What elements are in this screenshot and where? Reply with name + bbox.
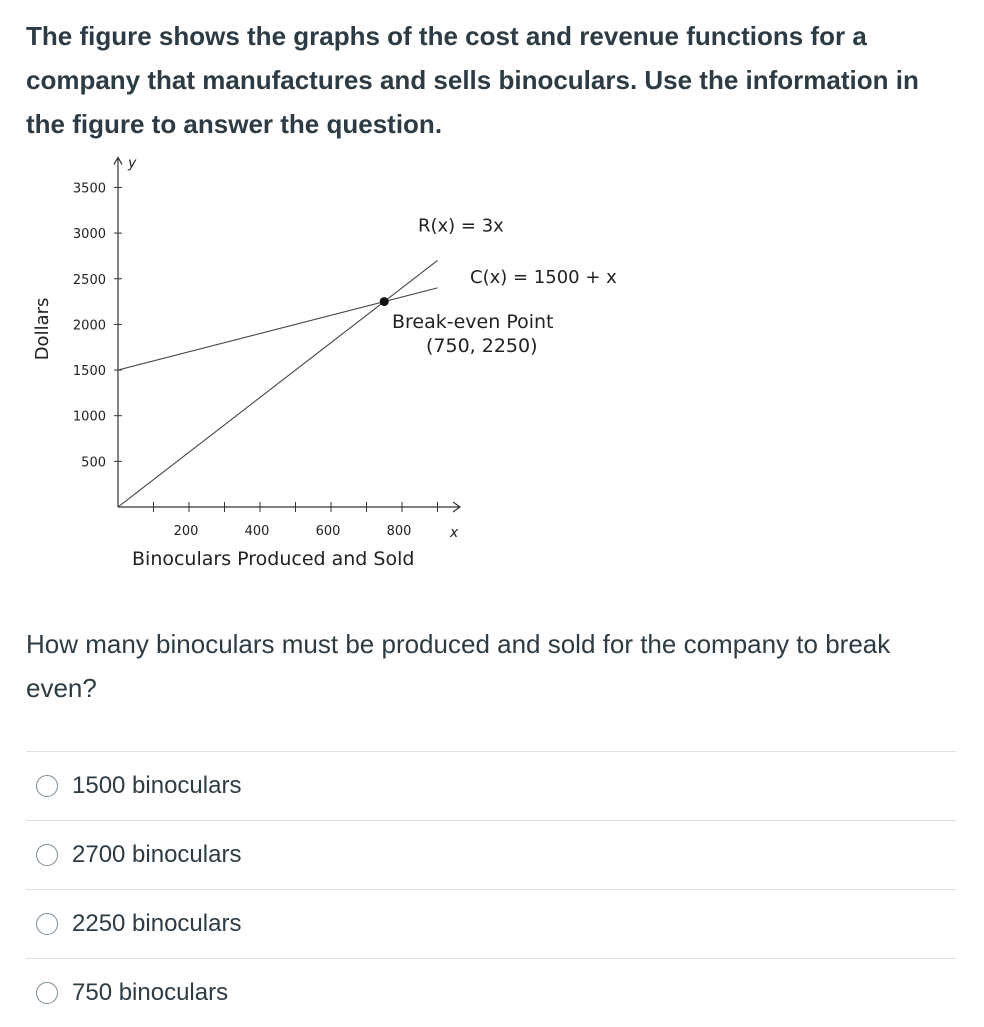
revenue-function-label: R(x) = 3x: [418, 215, 504, 237]
y-tick-label: 500: [81, 455, 106, 471]
y-tick-label: 3500: [72, 181, 106, 197]
answer-option-4[interactable]: [26, 958, 956, 1027]
answer-label: 750 binoculars: [72, 979, 229, 1006]
radio-button-icon[interactable]: [36, 982, 58, 1004]
x-tick-label: 400: [244, 524, 270, 539]
answer-label: 1500 binoculars: [72, 772, 242, 799]
question-text: The figure shows the graphs of the cost and revenue functions for a company that manufactures and sells binoculars. Use the information in the figure to answer the question.: [26, 21, 919, 139]
y-tick-label: 3000: [72, 227, 106, 243]
radio-button-icon[interactable]: [36, 844, 58, 866]
y-tick-label: 1000: [72, 409, 106, 425]
x-axis-label: Binoculars Produced and Sold: [132, 548, 415, 570]
answer-list: [26, 751, 956, 1027]
cost-line: [118, 288, 438, 370]
answer-label: 2700 binoculars: [72, 841, 242, 868]
y-tick-label: 2000: [72, 318, 106, 334]
y-tick-label: 1500: [72, 364, 106, 380]
break-even-label: Break-even Point: [392, 311, 554, 334]
y-tick-label: 2500: [72, 272, 106, 288]
revenue-line: [118, 260, 438, 507]
answer-option-1[interactable]: [26, 751, 956, 820]
answer-label: 2250 binoculars: [72, 910, 242, 937]
y-ticks: [73, 181, 122, 470]
break-even-point: [380, 297, 389, 306]
answer-option-2[interactable]: [26, 820, 956, 889]
answer-option-3[interactable]: [26, 889, 956, 958]
radio-button-icon[interactable]: [36, 775, 58, 797]
chart-series: [118, 260, 438, 507]
chart-axes: [114, 157, 460, 512]
x-tick-label: 800: [386, 524, 412, 539]
x-axis-letter: x: [450, 525, 459, 541]
chart-labels: [32, 155, 617, 570]
question-prompt: How many binoculars must be produced and sold for the company to break even?: [26, 629, 891, 703]
x-tick-label: 200: [173, 524, 199, 539]
y-axis-letter: y: [128, 155, 137, 172]
y-axis-label: Dollars: [32, 297, 53, 361]
cost-function-label: C(x) = 1500 + x: [470, 266, 617, 288]
radio-button-icon[interactable]: [36, 913, 58, 935]
break-even-coords: (750, 2250): [426, 334, 538, 357]
break-even-chart: [0, 150, 660, 580]
x-tick-label: 600: [315, 524, 341, 539]
